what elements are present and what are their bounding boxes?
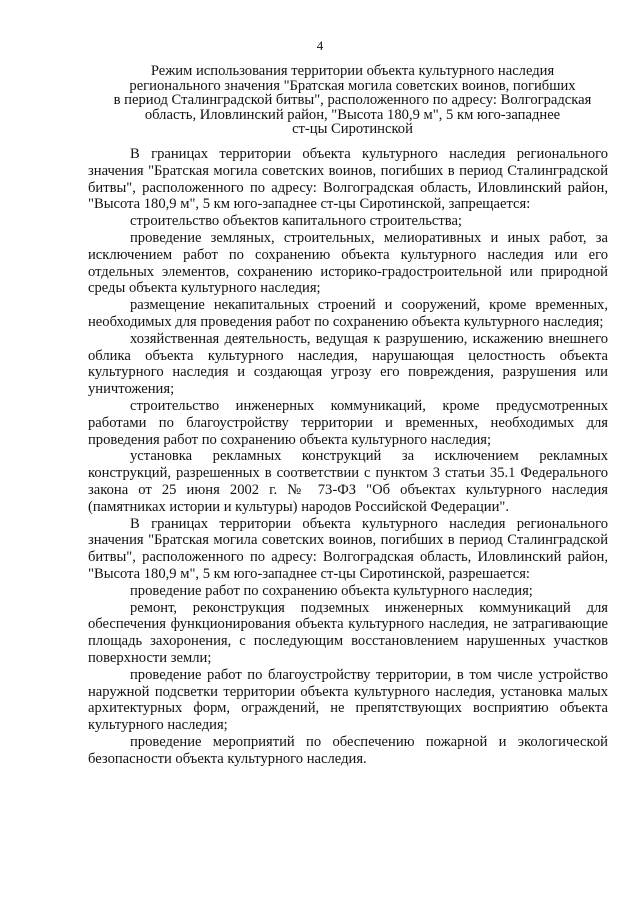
title-line: Режим использования территории объекта культурного наследия <box>150 63 555 79</box>
paragraph-item: проведение работ по сохранению объекта культурного наследия; <box>130 582 533 599</box>
paragraph-item: проведение работ по благоустройству территории, в том числе устройство наружной подсветки территории объекта культурного наследия, установка малых архитектурных форм, ограждений, не препятствующих восприятию объекта культурного наследия; <box>88 666 608 734</box>
paragraph-item: проведение мероприятий по обеспечению пожарной и экологической безопасности объекта культурного наследия. <box>88 733 608 767</box>
paragraph-item: ремонт, реконструкция подземных инженерных коммуникаций для обеспечения функционирования объекта культурного наследия, не затрагивающие площадь захоронения, с последующим восстановлением нарушенных участков поверхности земли; <box>88 599 608 666</box>
paragraph-allowed-intro: В границах территории объекта культурного наследия регионального значения "Братская могила советских воинов, погибших в период Сталинградской битвы", расположенного по адресу: Волгоградская область, Иловлинский район, "Высота 180,9 м", 5 км юго-западнее ст-цы Сиротинской, разрешается: <box>88 515 608 582</box>
title-line: в период Сталинградской битвы", расположенного по адресу: Волгоградская <box>113 92 592 109</box>
paragraph-item: строительство инженерных коммуникаций, кроме предусмотренных работами по благоустройству территории и временных, необходимых для проведения работ по сохранению объекта культурного наследия; <box>88 397 608 448</box>
page-number: 4 <box>316 38 324 53</box>
paragraph-item: строительство объектов капитального строительства; <box>130 213 462 230</box>
paragraph-item: установка рекламных конструкций за исключением рекламных конструкций, разрешенных в соответствии с пунктом 3 статьи 35.1 Федерального закона от 25 июня 2002 г. № 73-ФЗ "Об объектах культурного наследия (памятниках истории и культуры) народов Российской Федерации". <box>88 448 608 515</box>
paragraph-item: хозяйственная деятельность, ведущая к разрушению, искажению внешнего облика объекта культурного наследия, нарушающая целостность объекта культурного наследия и создающая угрозу его повреждения, разрушения или уничтожения; <box>88 330 608 398</box>
paragraph-prohibited-intro: В границах территории объекта культурного наследия регионального значения "Братская могила советских воинов, погибших в период Сталинградской битвы", расположенного по адресу: Волгоградская область, Иловлинский район, "Высота 180,9 м", 5 км юго-западнее ст-цы Сиротинской, запрещается: <box>88 146 608 213</box>
title-line: область, Иловлинский район, "Высота 180,9 м", 5 км юго-западнее <box>144 106 561 123</box>
paragraph-item: размещение некапитальных строений и сооружений, кроме временных, необходимых для проведения работ по сохранению объекта культурного наследия; <box>88 297 608 330</box>
paragraph-item: проведение земляных, строительных, мелиоративных и иных работ, за исключением работ по сохранению объекта культурного наследия или его отдельных элементов, сохранению историко-градостроительной или природной среды объекта культурного наследия; <box>88 229 608 297</box>
title-line: ст-цы Сиротинской <box>292 121 413 138</box>
document-body <box>88 146 608 767</box>
document-title <box>95 64 610 137</box>
title-line: регионального значения "Братская могила советских воинов, погибших <box>129 77 576 94</box>
